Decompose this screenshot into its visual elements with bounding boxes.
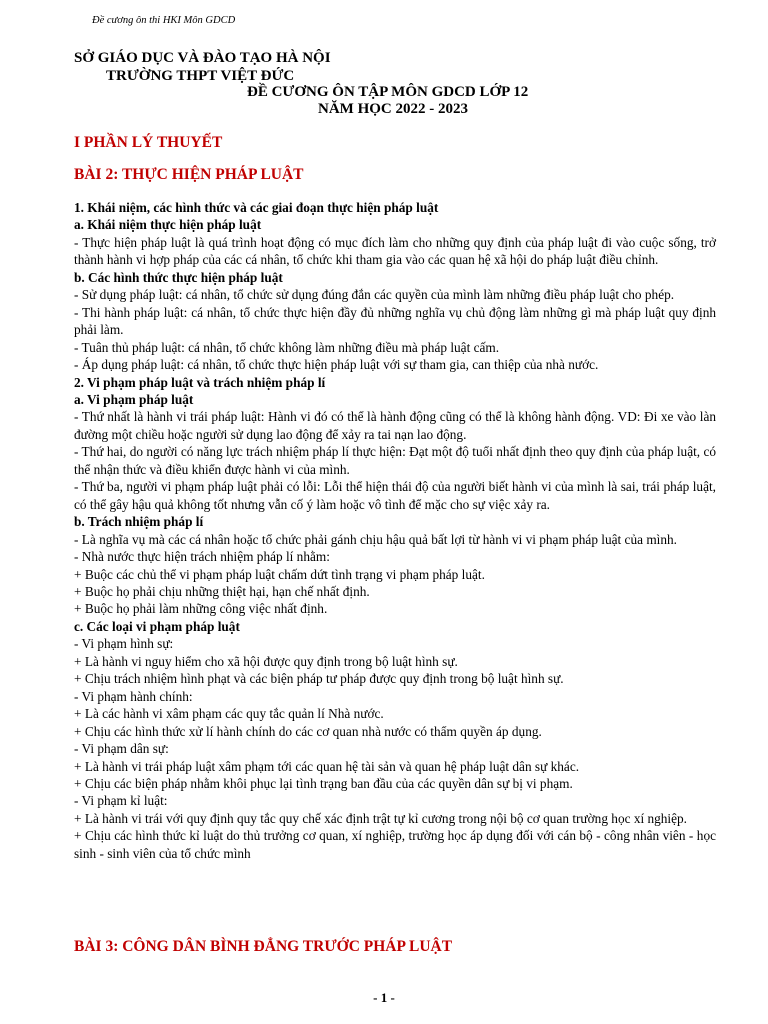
paragraph: + Là hành vi trái với quy định quy tắc quy chế xác định trật tự kỉ cương trong nội bộ cơ quan trường học xí nghiệp.	[74, 810, 688, 826]
paragraph: + Là các hành vi xâm phạm các quy tắc quản lí Nhà nước.	[74, 706, 384, 722]
paragraph: - Vi phạm kỉ luật:	[74, 793, 168, 809]
section-heading: b. Các hình thức thực hiện pháp luật	[74, 269, 283, 285]
paragraph: + Buộc họ phải chịu những thiệt hại, hạn chế nhất định.	[74, 583, 370, 599]
section-heading: b. Trách nhiệm pháp lí	[74, 514, 204, 530]
paragraph: + Chịu các biện pháp nhằm khôi phục lại tình trạng ban đầu của các quyền dân sự bị vi phạm.	[74, 775, 573, 791]
document-title: ĐỀ CƯƠNG ÔN TẬP MÔN GDCD LỚP 12	[247, 84, 529, 100]
page-number: - 1 -	[373, 990, 395, 1005]
paragraph: - Sử dụng pháp luật: cá nhân, tổ chức sử dụng đúng đắn các quyền của mình làm những điều pháp luật cho phép.	[74, 287, 675, 303]
school-year: NĂM HỌC 2022 - 2023	[318, 101, 468, 117]
paragraph: - Tuân thủ pháp luật: cá nhân, tổ chức không làm những điều mà pháp luật cấm.	[74, 339, 500, 355]
paragraph: - Áp dụng pháp luật: cá nhân, tổ chức thực hiện pháp luật với sự tham gia, can thiệp của nhà nước.	[74, 357, 599, 373]
lesson-2-title: BÀI 2: THỰC HIỆN PHÁP LUẬT	[74, 166, 304, 183]
paragraph: - Thi hành pháp luật: cá nhân, tổ chức thực hiện đầy đủ những nghĩa vụ chủ động làm những gì mà pháp luật quy định phải làm.	[74, 304, 716, 338]
lesson-2-content	[74, 199, 716, 862]
paragraph: - Vi phạm hình sự:	[74, 636, 174, 652]
school-name: TRƯỜNG THPT VIỆT ĐỨC	[106, 68, 295, 84]
paragraph: - Thực hiện pháp luật là quá trình hoạt động có mục đích làm cho những quy định của pháp luật đi vào cuộc sống, trở thành hành vi hợp pháp của các cá nhân, tổ chức khi tham gia vào các quan hệ xã hội do pháp luật điều chỉnh.	[74, 234, 716, 268]
paragraph: - Vi phạm hành chính:	[74, 688, 193, 704]
paragraph: + Buộc họ phải làm những công việc nhất định.	[74, 601, 328, 617]
paragraph: - Nhà nước thực hiện trách nhiệm pháp lí nhằm:	[74, 549, 330, 565]
paragraph: + Là hành vi nguy hiểm cho xã hội được quy định trong bộ luật hình sự.	[74, 653, 458, 669]
paragraph: + Là hành vi trái pháp luật xâm phạm tới các quan hệ tài sản và quan hệ pháp luật dân sự khác.	[74, 758, 580, 774]
paragraph: - Thứ nhất là hành vi trái pháp luật: Hành vi đó có thể là hành động cũng có thể là không hành động. VD: Đi xe vào làn đường một chiều hoặc người sử dụng lao động để xảy ra tai nạn lao động.	[74, 409, 716, 442]
section-heading: 2. Vi phạm pháp luật và trách nhiệm pháp lí	[74, 374, 326, 390]
section-heading: 1. Khái niệm, các hình thức và các giai đoạn thực hiện pháp luật	[74, 200, 439, 215]
paragraph: + Buộc các chủ thể vi phạm pháp luật chấm dứt tình trạng vi phạm pháp luật.	[74, 566, 485, 582]
paragraph: + Chịu các hình thức kỉ luật do thủ trưởng cơ quan, xí nghiệp, trường học áp dụng đối với cán bộ - công nhân viên - học sinh - sinh viên của tổ chức mình	[74, 828, 716, 861]
part-title: I PHẦN LÝ THUYẾT	[74, 134, 223, 151]
running-header: Đề cương ôn thi HKI Môn GDCD	[92, 15, 236, 26]
paragraph: - Thứ ba, người vi phạm pháp luật phải có lỗi: Lỗi thể hiện thái độ của người biết hành vi của mình là sai, trái pháp luật, có thể gây hậu quả không tốt nhưng vẫn cố ý làm hoặc vô tình để mặc cho sự việc xảy ra.	[74, 479, 716, 512]
section-heading: c. Các loại vi phạm pháp luật	[74, 618, 240, 634]
paragraph: + Chịu các hình thức xử lí hành chính do các cơ quan nhà nước có thẩm quyền áp dụng.	[74, 723, 542, 739]
paragraph: - Vi phạm dân sự:	[74, 741, 169, 757]
section-heading: a. Vi phạm pháp luật	[74, 391, 194, 407]
paragraph: + Chịu trách nhiệm hình phạt và các biện pháp tư pháp được quy định trong bộ luật hình sự.	[74, 671, 564, 687]
paragraph: - Thứ hai, do người có năng lực trách nhiệm pháp lí thực hiện: Đạt một độ tuổi nhất định theo quy định của pháp luật, có thể nhận thức và điều khiển được hành vi của mình.	[74, 444, 716, 477]
department-name: SỞ GIÁO DỤC VÀ ĐÀO TẠO HÀ NỘI	[74, 50, 331, 66]
lesson-3-title: BÀI 3: CÔNG DÂN BÌNH ĐẲNG TRƯỚC PHÁP LUẬT	[74, 938, 453, 955]
section-heading: a. Khái niệm thực hiện pháp luật	[74, 217, 262, 233]
paragraph: - Là nghĩa vụ mà các cá nhân hoặc tổ chức phải gánh chịu hậu quả bất lợi từ hành vi vi phạm pháp luật của mình.	[74, 531, 677, 547]
